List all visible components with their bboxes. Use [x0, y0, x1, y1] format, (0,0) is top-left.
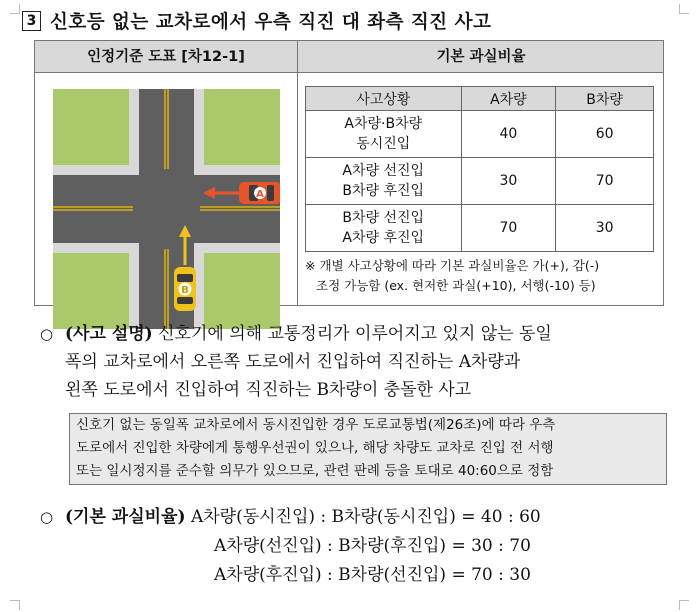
table-row: [306, 158, 654, 205]
situation-cell: B차량 선진입 A차량 후진입: [306, 205, 462, 252]
column-header-vehicle-b: B차량: [556, 87, 654, 111]
corner-mark-bottom-right: [679, 600, 689, 610]
fault-ratio-header-row: [306, 87, 654, 111]
ratio-header: 기본 과실비율: [436, 49, 526, 65]
column-header-situation: 사고상황: [306, 87, 462, 111]
basic-ratio-row-2: A차량(선진입) : B차량(후진입) = 30 : 70: [214, 536, 531, 556]
vehicle-b-ratio: 60: [556, 111, 654, 158]
svg-text:B: B: [181, 285, 189, 296]
legal-basis-box: [69, 413, 667, 485]
fault-ratio-table: [305, 86, 654, 252]
section-title: 신호등 없는 교차로에서 우측 직진 대 좌측 직진 사고: [50, 12, 492, 33]
description-line-1: 신호기에 의해 교통정리가 이루어지고 있지 않는 동일: [152, 324, 552, 344]
basic-ratio-row-1: A차량(동시진입) : B차량(동시진입) = 40 : 60: [190, 507, 541, 527]
description-line-3: 왼쪽 도로에서 진입하여 직진하는 B차량이 충돌한 사고: [65, 380, 472, 400]
grass-bottom-left: [53, 253, 129, 329]
note-line-2: 조정 가능함 (ex. 현저한 과실(+10), 서행(-10) 등): [316, 278, 596, 293]
table-row: [306, 205, 654, 252]
bullet-icon: ○: [40, 325, 54, 343]
note-line-1: ※ 개별 사고상황에 따라 기본 과실비율은 가(+), 감(-): [305, 258, 600, 273]
basic-ratio-row-3: A차량(후진입) : B차량(선진입) = 70 : 30: [214, 565, 531, 585]
description-line-2: 폭의 교차로에서 오른쪽 도로에서 진입하여 직진하는 A차량과: [65, 352, 521, 372]
vehicle-a-ratio: 40: [461, 111, 556, 158]
criteria-table-divider: [297, 41, 298, 305]
section-number: 3: [22, 11, 41, 31]
vehicle-a-ratio: 30: [461, 158, 556, 205]
corner-mark-top-left: [10, 4, 20, 14]
grass-top-left: [53, 89, 129, 165]
bullet-icon: ○: [40, 508, 54, 526]
svg-text:A: A: [256, 189, 264, 200]
vehicle-a-car-icon: [239, 182, 280, 204]
description-label: (사고 설명): [65, 324, 153, 344]
corner-mark-top-right: [679, 4, 689, 14]
adjustment-note: [305, 256, 657, 296]
situation-cell: A차량 선진입 B차량 후진입: [306, 158, 462, 205]
diagram-header: 인정기준 도표 [차12-1]: [87, 49, 245, 65]
intersection-diagram: [53, 89, 280, 329]
vehicle-b-ratio: 70: [556, 158, 654, 205]
vehicle-b-ratio: 30: [556, 205, 654, 252]
section-heading: [22, 8, 491, 34]
grass-bottom-right: [204, 253, 280, 329]
legal-basis-line-2: 도로에서 진입한 차량에게 통행우선권이 있으나, 해당 차량도 교차로 진입 전 서행: [76, 440, 554, 456]
basic-ratio-label: (기본 과실비율): [65, 507, 186, 527]
situation-cell: A차량·B차량 동시진입: [306, 111, 462, 158]
legal-basis-line-1: 신호기 없는 동일폭 교차로에서 동시진입한 경우 도로교통법(제26조)에 따라 우측: [76, 417, 556, 433]
vehicle-b-car-icon: [174, 267, 196, 311]
table-row: [306, 111, 654, 158]
legal-basis-line-3: 또는 일시정지를 준수할 의무가 있으므로, 관련 판례 등을 토대로 40:60으로 정함: [76, 463, 554, 479]
vehicle-a-ratio: 70: [461, 205, 556, 252]
grass-top-right: [204, 89, 280, 165]
corner-mark-bottom-left: [10, 600, 20, 610]
column-header-vehicle-a: A차량: [461, 87, 556, 111]
